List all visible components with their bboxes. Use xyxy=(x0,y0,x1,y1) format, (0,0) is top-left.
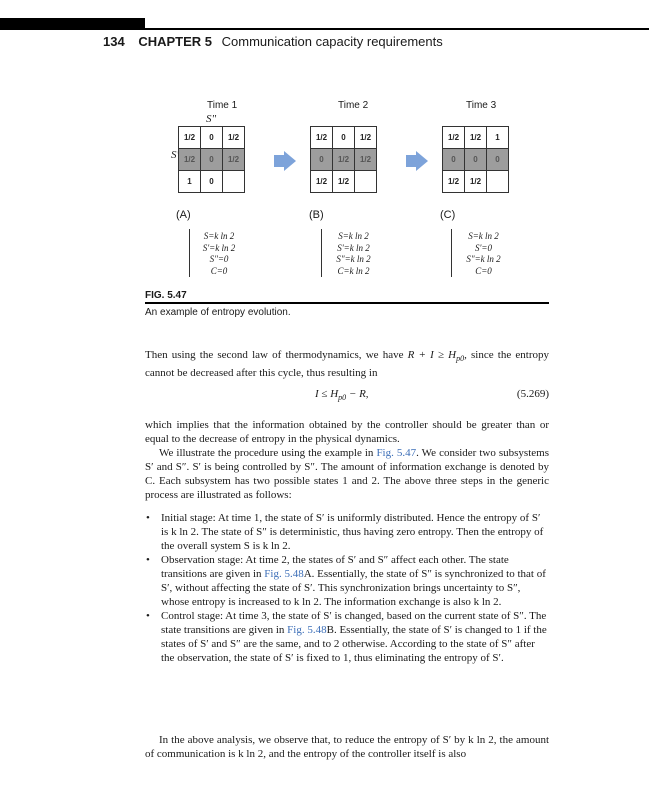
cell: 1/2 xyxy=(443,127,465,149)
grid-c xyxy=(442,126,509,193)
cell: 1/2 xyxy=(443,171,465,193)
cell: 1/2 xyxy=(311,171,333,193)
math-sub: p0 xyxy=(338,393,347,403)
equation: S'=k ln 2 xyxy=(337,242,370,253)
list-item: • Initial stage: At time 1, the state of S′ is uniformly distributed. Hence the entropy of S′ is k ln 2. The state of S″ is deterministic, thus having zero entropy. Then the entropy of the overall system S is k ln 2. xyxy=(146,512,544,552)
cell xyxy=(487,171,509,193)
cell: 0 xyxy=(311,149,333,171)
running-header xyxy=(103,34,443,49)
equation: S=k ln 2 xyxy=(203,231,235,241)
cell: 1/2 xyxy=(311,127,333,149)
figure-caption: An example of entropy evolution. xyxy=(145,307,291,318)
equation: C=k ln 2 xyxy=(337,265,370,276)
time-2-label: Time 2 xyxy=(338,100,369,111)
paragraph xyxy=(145,446,549,502)
equation-expression xyxy=(315,388,369,402)
equations-c xyxy=(456,231,511,277)
figure-link[interactable]: Fig. 5.48 xyxy=(264,568,304,580)
cell: 0 xyxy=(201,127,223,149)
s-double-prime-label: S" xyxy=(206,113,217,125)
equation: C=0 xyxy=(475,265,492,276)
cell xyxy=(355,171,377,193)
text-span: , since the entropy cannot be decreased after this cycle, thus resulting in xyxy=(145,349,550,380)
text-span: Control stage: At time 3, the state of S′ is changed, based on the current state of S″. The state transitions are given in xyxy=(161,610,547,636)
cell: 1/2 xyxy=(333,149,355,171)
text-span: We illustrate the procedure using the example in xyxy=(159,447,377,459)
time-3-label: Time 3 xyxy=(466,100,497,111)
list-item: • Control stage: At time 3, the state of S′ is changed, based on the current state of S″. The state transitions are given in Fig. 5.48B. Essentially, the state of S′ is changed to 1 if the states of S′ and S″ are the same, and to 2 otherwise. According to the state of S″ after the observation, the state of S′ is fixed to 1, thus eliminating the entropy of S′. xyxy=(146,610,547,664)
cell: 1/2 xyxy=(355,149,377,171)
steps-list xyxy=(145,511,549,665)
equations-a xyxy=(194,231,244,277)
paragraph xyxy=(145,348,549,380)
equation: S"=k ln 2 xyxy=(336,254,371,264)
equations-b xyxy=(326,231,381,277)
equation: S=k ln 2 xyxy=(468,231,499,241)
cell: 1/2 xyxy=(465,127,487,149)
cell: 0 xyxy=(487,149,509,171)
grid-b xyxy=(310,126,377,193)
s-prime-label: S' xyxy=(171,149,179,161)
cell: 1 xyxy=(179,171,201,193)
text-span: . We consider two subsystems S′ and S″. S′ is being controlled by S″. The amount of information exchange is denoted by C. Each subsystem has two possible states 1 and 2. The above three steps in the generic process are illustrated as follows: xyxy=(145,447,549,501)
cell: 1/2 xyxy=(179,127,201,149)
chapter-title: Communication capacity requirements xyxy=(221,34,443,49)
math-sub: p0 xyxy=(456,354,465,364)
text-span: B. Essentially, the state of S′ is changed to 1 if the states of S′ and S″ are the same, and to 2 otherwise. According to the state of S″ after the observation, the state of S′ is fixed to 1, thus eliminating the entropy of S′. xyxy=(161,624,547,664)
figure-rule xyxy=(145,302,549,304)
cell: 0 xyxy=(201,171,223,193)
equation: C=0 xyxy=(210,265,228,276)
paragraph: In the above analysis, we observe that, to reduce the entropy of S′ by k ln 2, the amount of communication is k ln 2, and the entropy of the controller itself is also xyxy=(145,734,549,760)
text-span: A. Essentially, the state of S″ is synchronized to that of S′, without affecting the state of S′. This synchronization brings uncertainty to S″, whose entropy is increased to k ln 2. The information exchange is also k ln 2. xyxy=(161,568,546,608)
cell: 1/2 xyxy=(333,171,355,193)
page-number: 134 xyxy=(103,34,125,49)
equation: S"=k ln 2 xyxy=(466,254,501,264)
cell: 1/2 xyxy=(223,127,245,149)
cell: 0 xyxy=(333,127,355,149)
figure-label: FIG. 5.47 xyxy=(145,290,187,301)
cell: 1 xyxy=(487,127,509,149)
equation: S'=0 xyxy=(475,242,492,253)
panel-label-c: (C) xyxy=(440,209,456,221)
equation: S=k ln 2 xyxy=(338,231,369,241)
figure-link[interactable]: Fig. 5.48 xyxy=(287,624,327,636)
cell: 1/2 xyxy=(179,149,201,171)
equation: S'=k ln 2 xyxy=(202,242,236,253)
time-1-label: Time 1 xyxy=(207,100,238,111)
math: R + I ≥ H xyxy=(407,349,457,361)
text-span: Observation stage: At time 2, the states of S′ and S″ affect each other. The state transitions are given in xyxy=(161,554,509,580)
equation-number: (5.269) xyxy=(516,388,549,400)
header-rule xyxy=(0,28,649,30)
cell: 0 xyxy=(443,149,465,171)
text-span: Initial stage: At time 1, the state of S′ is uniformly distributed. Hence the entropy of S′ is k ln 2. The state of S″ is deterministic, thus having zero entropy. Then the entropy of the overall system S is k ln 2. xyxy=(161,512,544,552)
cell: 1/2 xyxy=(355,127,377,149)
cell: 0 xyxy=(201,149,223,171)
equation: S"=0 xyxy=(209,254,229,264)
text-span: Then using the second law of thermodynamics, we have xyxy=(145,349,408,361)
cell: 1/2 xyxy=(465,171,487,193)
grid-a xyxy=(178,126,245,193)
panel-label-b: (B) xyxy=(309,209,324,221)
cell xyxy=(223,171,245,193)
list-item: • Observation stage: At time 2, the states of S′ and S″ affect each other. The state transitions are given in Fig. 5.48A. Essentially, the state of S″ is synchronized to that of S′, without affecting the state of S′. This synchronization brings uncertainty to S″, whose entropy is increased to k ln 2. The information exchange is also k ln 2. xyxy=(146,554,546,608)
paragraph: which implies that the information obtained by the controller should be greater than or equal to the decrease of entropy in the physical dynamics. xyxy=(145,419,549,445)
panel-label-a: (A) xyxy=(176,209,191,221)
cell: 0 xyxy=(465,149,487,171)
figure-link[interactable]: Fig. 5.47 xyxy=(376,447,417,459)
cell: 1/2 xyxy=(223,149,245,171)
math: − R, xyxy=(346,388,369,400)
math: I ≤ H xyxy=(315,388,339,400)
chapter-number: CHAPTER 5 xyxy=(138,34,213,49)
